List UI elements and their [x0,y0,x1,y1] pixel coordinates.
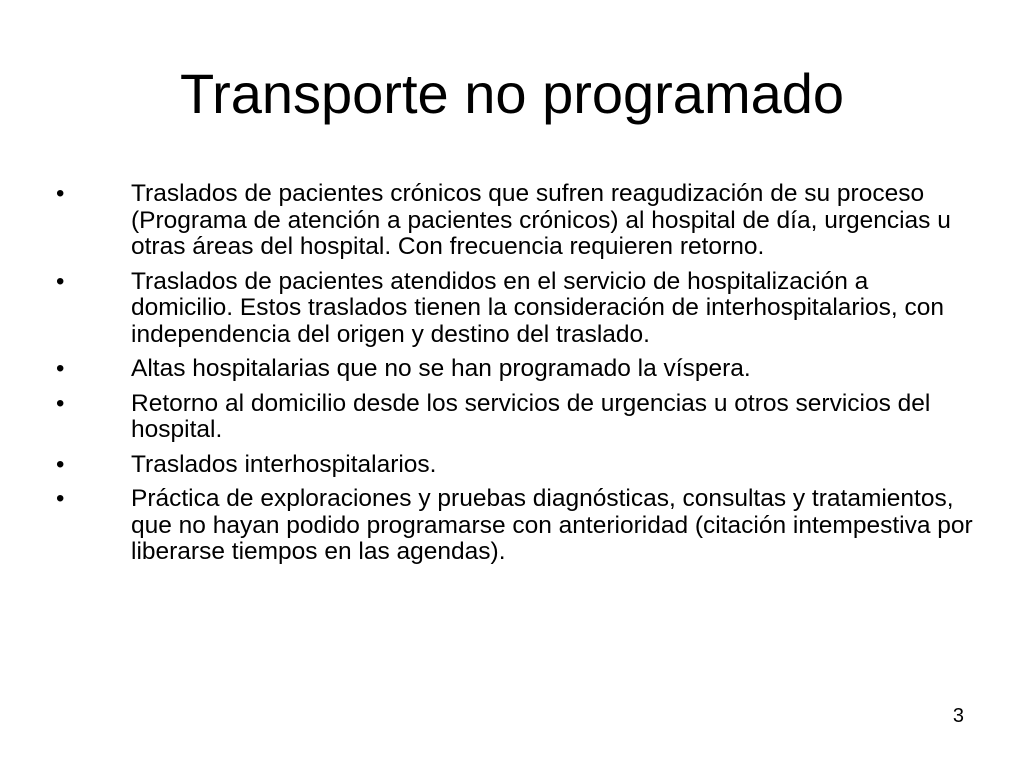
bullet-icon: • [56,180,65,207]
bullet-item [56,486,976,566]
bullet-icon: • [56,485,65,512]
bullet-text: Traslados de pacientes atendidos en el servicio de hospitalización a domicilio. Estos traslados tienen la consideración de interhospitalarios, con independencia del origen y destino del traslado. [131,267,945,348]
bullet-item [56,391,976,444]
bullet-text: Traslados de pacientes crónicos que sufren reagudización de su proceso (Programa de atención a pacientes crónicos) al hospital de día, urgencias u otras áreas del hospital. Con frecuencia requieren retorno. [131,180,951,260]
bullet-text: Retorno al domicilio desde los servicios de urgencias u otros servicios del hospital. [131,389,931,443]
bullet-item [56,356,976,383]
bullet-icon: • [56,450,65,478]
bullet-text: Altas hospitalarias que no se han programado la víspera. [131,355,751,382]
bullet-item [56,181,976,261]
bullet-icon: • [56,355,65,382]
bullet-text: Práctica de exploraciones y pruebas diagnósticas, consultas y tratamientos, que no hayan podido programarse con anterioridad (citación intempestiva por liberarse tiempos en las agendas). [131,485,973,565]
bullet-item [56,269,976,349]
slide-title: Transporte no programado [179,62,845,125]
bullet-icon: • [56,267,65,295]
bullet-list [56,181,976,574]
bullet-item [56,452,976,479]
bullet-icon: • [56,389,65,417]
bullet-text: Traslados interhospitalarios. [131,450,437,478]
page-number: 3 [952,705,964,727]
